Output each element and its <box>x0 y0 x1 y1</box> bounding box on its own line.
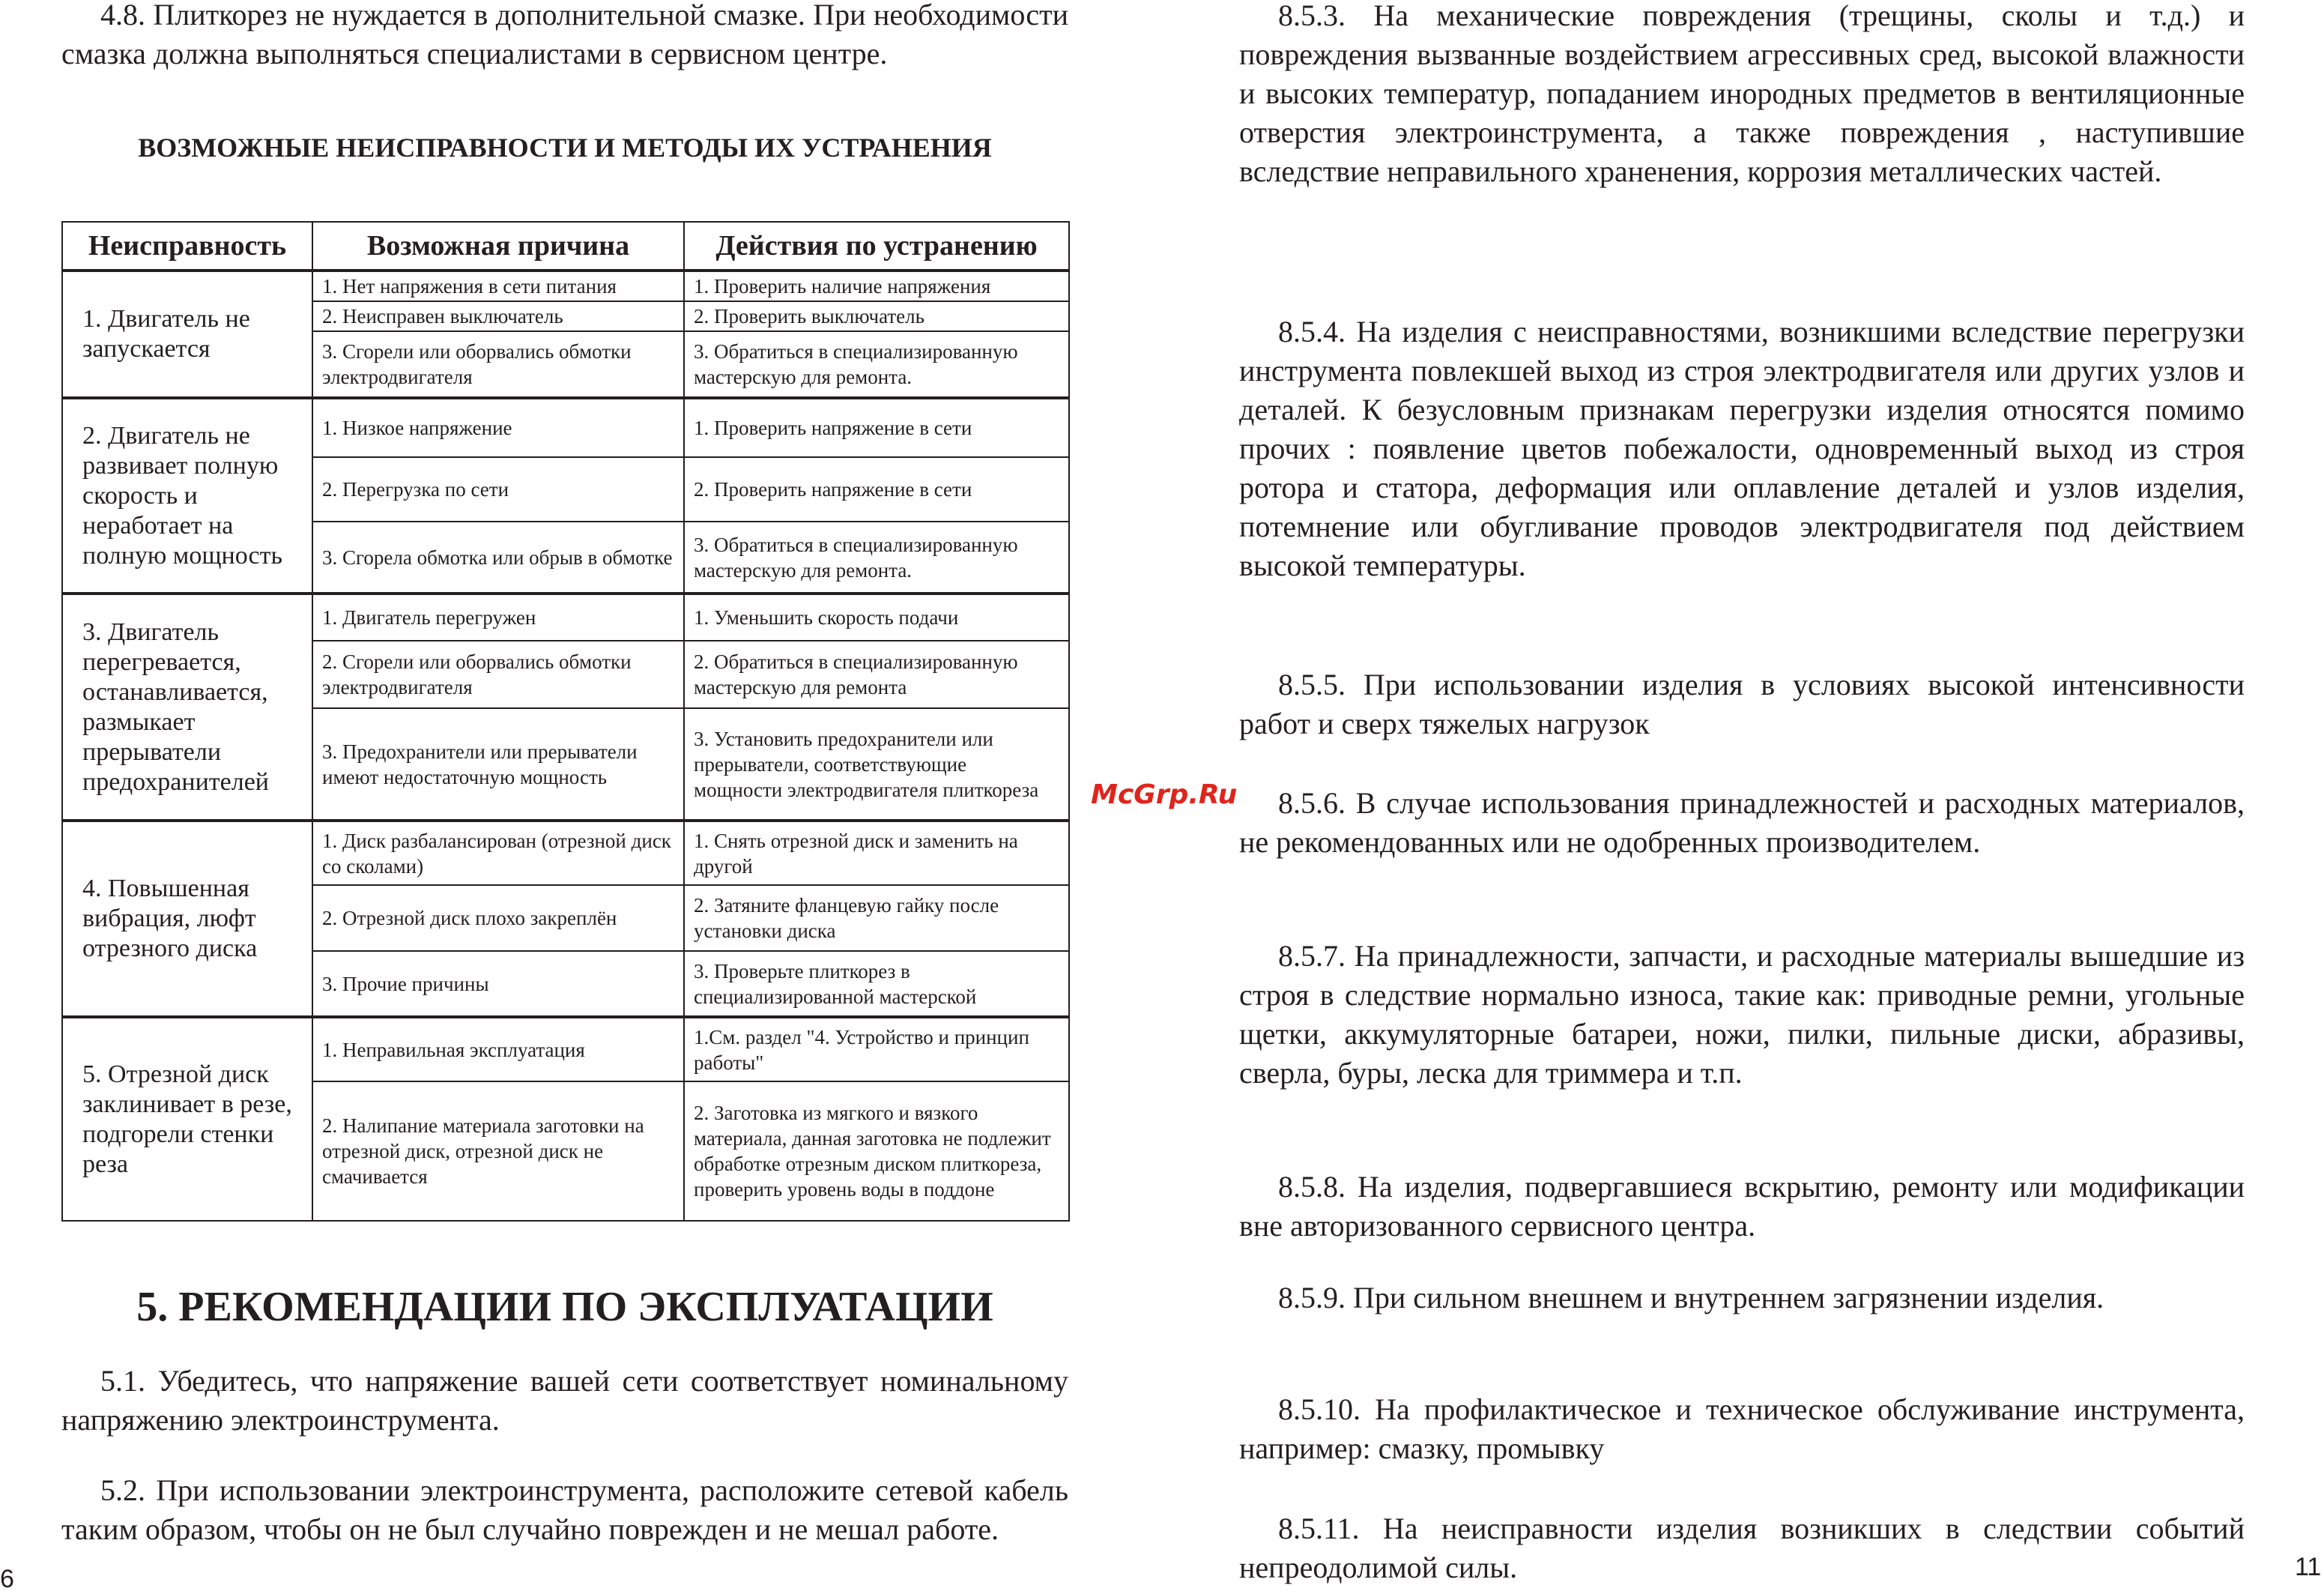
fault-group-3 <box>62 594 1069 821</box>
action-cell: 2. Проверить напряжение в сети <box>684 457 1069 522</box>
table-row <box>62 398 1069 457</box>
cause-cell: 3. Прочие причины <box>312 951 684 1017</box>
action-cell: 3. Обратиться в специализированную мастерскую для ремонта. <box>684 522 1069 594</box>
fault-group-4 <box>62 821 1069 1017</box>
cause-cell: 2. Неисправен выключатель <box>312 301 684 331</box>
cause-cell: 3. Предохранители или прерыватели имеют недостаточную мощность <box>312 708 684 821</box>
faults-table <box>61 221 1070 1222</box>
header-action: Действия по устранению <box>684 222 1069 271</box>
cause-cell: 2. Налипание материала заготовки на отрезной диск, отрезной диск не смачивается <box>312 1081 684 1221</box>
paragraph-8-5-9: 8.5.9. При сильном внешнем и внутреннем загрязнении изделия. <box>1278 1281 2104 1314</box>
action-cell: 3. Проверьте плиткорез в специализированной мастерской <box>684 951 1069 1017</box>
action-cell: 1.См. раздел "4. Устройство и принцип работы" <box>684 1017 1069 1081</box>
action-cell: 3. Обратиться в специализированную мастерскую для ремонта. <box>684 331 1069 398</box>
fault-cell: 1. Двигатель не запускается <box>62 271 312 398</box>
fault-cell: 4. Повышенная вибрация, люфт отрезного диска <box>62 821 312 1017</box>
action-cell: 1. Проверить наличие напряжения <box>684 271 1069 301</box>
paragraph-5-1: 5.1. Убедитесь, что напряжение вашей сети соответствует номинальному напряжению электроинструмента. <box>61 1364 1068 1437</box>
action-cell: 1. Снять отрезной диск и заменить на другой <box>684 821 1069 885</box>
paragraph-5-2: 5.2. При использовании электроинструмента, расположите сетевой кабель таким образом, чтобы он не был случайно поврежден и не мешал работе. <box>61 1473 1068 1546</box>
fault-group-2 <box>62 398 1069 594</box>
cause-cell: 1. Низкое напряжение <box>312 398 684 457</box>
header-cause: Возможная причина <box>312 222 684 271</box>
action-cell: 2. Затяните фланцевую гайку после установки диска <box>684 885 1069 951</box>
page-number-left: 6 <box>0 1565 14 1593</box>
cause-cell: 2. Сгорели или оборвались обмотки электродвигателя <box>312 641 684 708</box>
table-header-row <box>62 222 1069 271</box>
paragraph-8-5-3: 8.5.3. На механические повреждения (трещины, сколы и т.д.) и повреждения вызванные воздействием агрессивных сред, высокой влажности и высоких температур, попаданием инородных предметов в вентиляционные отверстия электроинструмента, а также повреждения , наступившие вследствие неправильного храненения, коррозия металлических частей. <box>1239 0 2245 188</box>
action-cell: 1. Проверить напряжение в сети <box>684 398 1069 457</box>
header-fault: Неисправность <box>62 222 312 271</box>
right-page <box>1094 0 2324 1594</box>
table-row <box>62 1017 1069 1081</box>
left-page <box>0 0 1094 1594</box>
paragraph-8-5-5: 8.5.5. При использовании изделия в условиях высокой интенсивности работ и сверх тяжелых нагрузок <box>1239 668 2245 740</box>
paragraph-8-5-10: 8.5.10. На профилактическое и техническое обслуживание инструмента, например: смазку, промывку <box>1239 1392 2245 1465</box>
cause-cell: 1. Двигатель перегружен <box>312 594 684 641</box>
watermark-logo: McGrp.Ru <box>1091 779 1238 810</box>
fault-cell: 3. Двигатель перегревается, останавливается, размыкает прерыватели предохранителей <box>62 594 312 821</box>
cause-cell: 1. Диск разбалансирован (отрезной диск со сколами) <box>312 821 684 885</box>
table-row <box>62 821 1069 885</box>
table-row <box>62 271 1069 301</box>
paragraph-8-5-11: 8.5.11. На неисправности изделия возникших в следствии событий непреодолимой силы. <box>1239 1512 2245 1584</box>
cause-cell: 3. Сгорела обмотка или обрыв в обмотке <box>312 522 684 594</box>
table-title: ВОЗМОЖНЫЕ НЕИСПРАВНОСТИ И МЕТОДЫ ИХ УСТРАНЕНИЯ <box>138 133 992 163</box>
fault-group-1 <box>62 271 1069 398</box>
cause-cell: 1. Неправильная эксплуатация <box>312 1017 684 1081</box>
action-cell: 2. Обратиться в специализированную мастерскую для ремонта <box>684 641 1069 708</box>
fault-cell: 5. Отрезной диск заклинивает в резе, подгорели стенки реза <box>62 1017 312 1221</box>
cause-cell: 2. Перегрузка по сети <box>312 457 684 522</box>
cause-cell: 2. Отрезной диск плохо закреплён <box>312 885 684 951</box>
action-cell: 3. Установить предохранители или прерыватели, соответствующие мощности электродвигателя плиткореза <box>684 708 1069 821</box>
fault-group-5 <box>62 1017 1069 1221</box>
action-cell: 1. Уменьшить скорость подачи <box>684 594 1069 641</box>
paragraph-8-5-4: 8.5.4. На изделия с неисправностями, возникшими вследствие перегрузки инструмента повлекшей выход из строя электродвигателя или других узлов и деталей. К безусловным признакам перегрузки изделия относятся помимо прочих : появление цветов побежалости, одновременный выход из строя ротора и статора, деформация или оплавление деталей и узлов изделия, потемнение или обугливание проводов электродвигателя под действием высокой температуры. <box>1239 315 2245 582</box>
section-title: 5. РЕКОМЕНДАЦИИ ПО ЭКСПЛУАТАЦИИ <box>136 1284 993 1330</box>
paragraph-8-5-6: 8.5.6. В случае использования принадлежностей и расходных материалов, не рекомендованных или не одобренных производителем. <box>1239 786 2245 859</box>
action-cell: 2. Проверить выключатель <box>684 301 1069 331</box>
fault-cell: 2. Двигатель не развивает полную скорость и неработает на полную мощность <box>62 398 312 594</box>
paragraph-4-8: 4.8. Плиткорез не нуждается в дополнительной смазке. При необходимости смазка должна выполняться специалистами в сервисном центре. <box>61 0 1068 70</box>
action-cell: 2. Заготовка из мягкого и вязкого материала, данная заготовка не подлежит обработке отрезным диском плиткореза, проверить уровень воды в поддоне <box>684 1081 1069 1221</box>
paragraph-8-5-7: 8.5.7. На принадлежности, запчасти, и расходные материалы вышедшие из строя в следствие нормально износа, такие как: приводные ремни, угольные щетки, аккумуляторные батареи, ножи, пилки, пильные диски, абразивы, сверла, буры, леска для триммера и т.п. <box>1239 939 2245 1090</box>
page-number-right: 11 <box>2295 1553 2322 1581</box>
cause-cell: 3. Сгорели или оборвались обмотки электродвигателя <box>312 331 684 398</box>
table-row <box>62 594 1069 641</box>
cause-cell: 1. Нет напряжения в сети питания <box>312 271 684 301</box>
paragraph-8-5-8: 8.5.8. На изделия, подвергавшиеся вскрытию, ремонту или модификации вне авторизованного сервисного центра. <box>1239 1170 2245 1243</box>
